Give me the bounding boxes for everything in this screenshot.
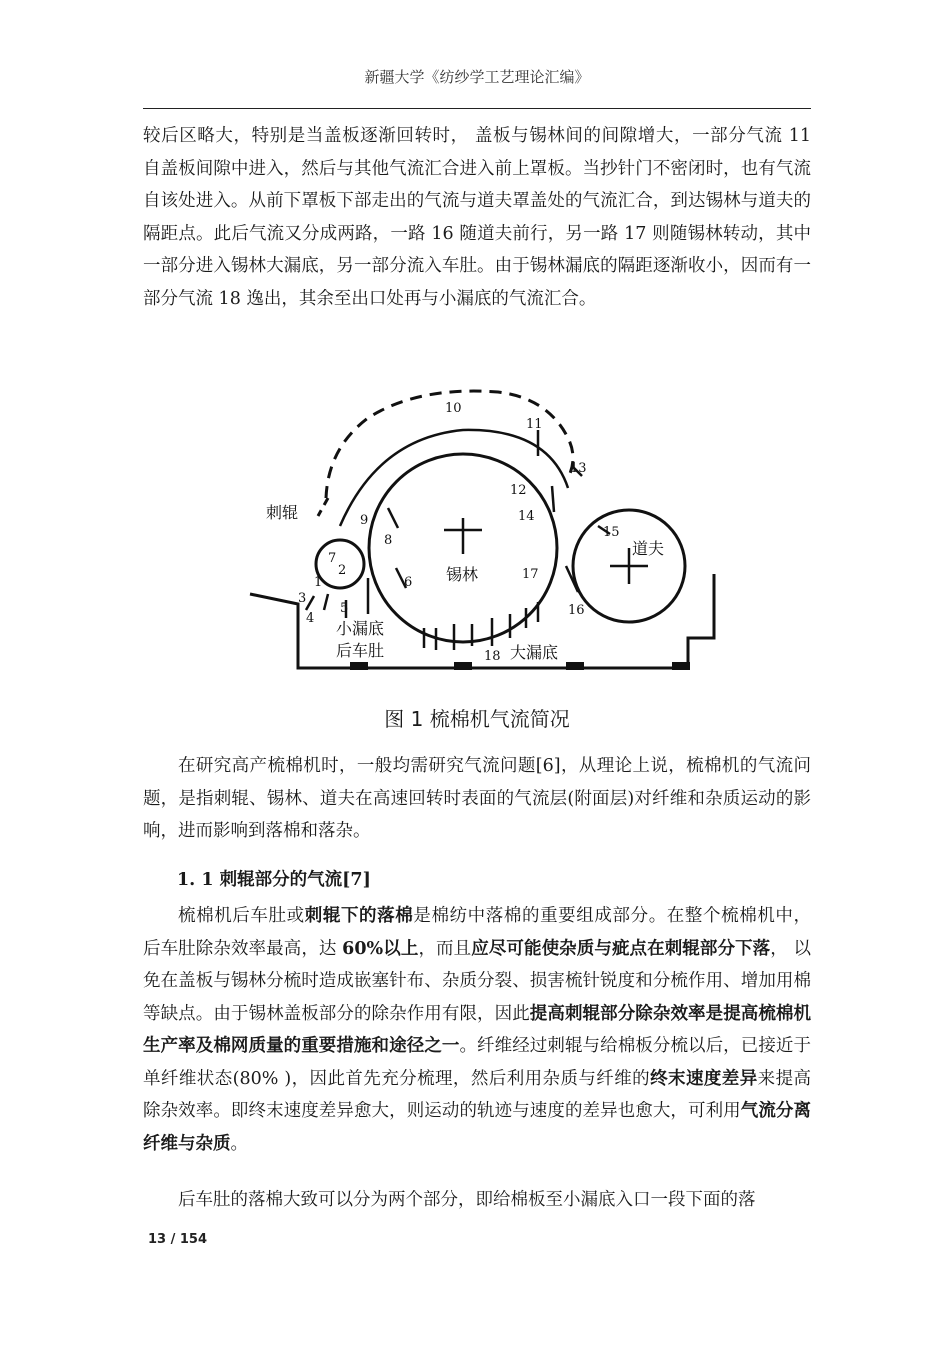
label-14: 14 — [518, 509, 535, 524]
label-cylinder: 锡林 — [446, 565, 479, 584]
text-run: 梳棉机后车肚或 — [178, 906, 305, 926]
label-11: 11 — [526, 417, 543, 432]
label-5: 5 — [340, 601, 349, 616]
emphasis-run: 提高刺辊部分除杂效率是提高梳棉机生产率及棉网质量的重要措施和途径之一 — [143, 1003, 812, 1056]
section-title: 1. 1 刺辊部分的气流[7] — [177, 870, 371, 890]
label-8: 8 — [384, 533, 393, 548]
label-17: 17 — [522, 567, 539, 582]
emphasis-run: 刺辊下的落棉 — [304, 906, 414, 926]
text-run: ， 以免在盖板与锡林分梳时造成嵌塞针布、杂质分裂、损害梳针锐度和分梳作用、增加用棉等缺点。由于锡林盖板部分的除杂作用有限，因此 — [143, 938, 812, 1024]
label-4: 4 — [306, 611, 315, 626]
emphasis-run: 气流分离纤维与杂质 — [143, 1101, 812, 1154]
label-16: 16 — [568, 603, 585, 618]
label-doffer: 道夫 — [632, 539, 665, 558]
label-3: 3 — [298, 591, 307, 606]
label-small-undercasing: 小漏底 — [336, 619, 385, 638]
airflow-diagram — [248, 378, 728, 676]
emphasis-run: 终末速度差异 — [650, 1068, 758, 1089]
label-10: 10 — [445, 401, 462, 416]
paragraph-research-intro: 在研究高产梳棉机时，一般均需研究气流问题[6]，从理论上说，梳棉机的气流问题，是指刺辊、锡林、道夫在高速回转时表面的气流层(附面层)对纤维和杂质运动的影响，进而影响到落棉和落杂。 — [143, 756, 811, 841]
label-12: 12 — [510, 483, 527, 498]
label-13: 13 — [570, 461, 587, 476]
paragraph-rear-chamber: 后车肚的落棉大致可以分为两个部分，即给棉板至小漏底入口一段下面的落 — [178, 1190, 756, 1210]
page-number: 13 / 154 — [148, 1232, 208, 1247]
label-15: 15 — [603, 525, 620, 540]
paragraph-airflow-description: 较后区略大，特别是当盖板逐渐回转时， 盖板与锡林间的间隙增大，一部分气流 11 自盖板间隙中进入，然后与其他气流汇合进入前上罩板。当抄针门不密闭时，也有气流自该处进入。从前下罩板下部走出的气流与道夫罩盖处的气流汇合，到达锡林与道夫的隔距点。此后气流又分成两路，一路 16 随道夫前行，另一路 17 则随锡林转动，其中一部分进入锡林大漏底，另一部分流入车肚。由于锡林漏底的隔距逐渐收小，因而有一部分气流 18 逸出，其余至出口处再与小漏底的气流汇合。 — [143, 126, 811, 309]
paragraph-licker-airflow — [143, 900, 811, 1160]
label-2: 2 — [338, 563, 347, 578]
label-rear-chamber: 后车肚 — [336, 641, 385, 660]
text-run: 是棉纺中落棉的重要组成部分。在整个梳棉机中， 后车肚除杂效率最高，达 — [143, 906, 812, 959]
text-run: 。纤维经过刺辊与给棉板分梳以后，已接近于单纤维状态(80% )，因此首先充分梳理，然后利用杂质与纤维的 — [143, 1036, 812, 1089]
label-9: 9 — [360, 513, 369, 528]
header-rule — [143, 108, 811, 109]
label-1: 1 — [314, 575, 323, 590]
emphasis-run: 60%以上 — [342, 938, 419, 959]
page-header: 新疆大学《纺纱学工艺理论汇编》 — [364, 68, 590, 86]
label-big-undercasing: 大漏底 — [510, 643, 559, 662]
figure-caption: 图 1 梳棉机气流简况 — [384, 707, 570, 731]
text-run: ，而且 — [418, 938, 472, 959]
label-18: 18 — [484, 649, 501, 664]
label-6: 6 — [404, 575, 413, 590]
text-run: 来提高除杂效率。即终末速度差异愈大，则运动的轨迹与速度的差异也愈大，可利用 — [143, 1068, 812, 1121]
label-licker: 刺辊 — [266, 503, 299, 522]
carding-machine-airflow-figure — [248, 378, 728, 676]
text-run: 。 — [230, 1133, 248, 1154]
emphasis-run: 应尽可能使杂质与疵点在刺辊部分下落 — [471, 938, 771, 959]
label-7: 7 — [328, 551, 337, 566]
